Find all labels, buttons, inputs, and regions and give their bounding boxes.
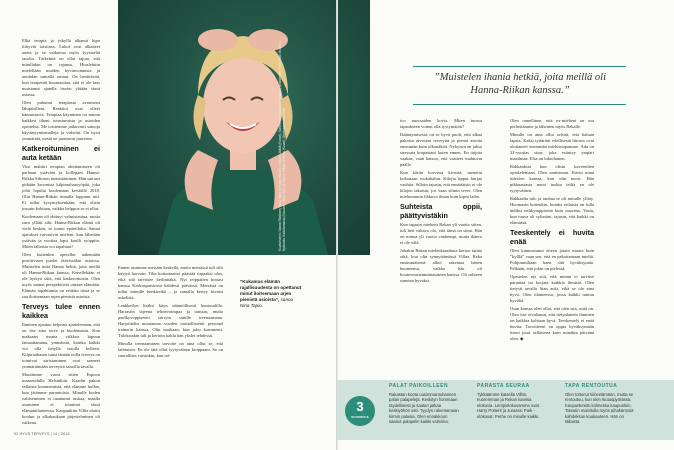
- body-paragraph: Vksi mahtiri terapian aloittamiseen oli parhaan ystäväni ja kollegani Hanna-Riikka Siltosen menettäminen. Hän sairasti pitkään kroonista kilpirauhassyöpää, joka johti lopulta kuolemaan keväällä 2018. Olin Hanna-Riikan rinnalla loppuun asti. Et tullut kysymyksenkään, että olisin jossain kohtaan, vaikka helppoa se ei ollut.: [22, 164, 100, 211]
- favorite-box-text: Tykkäämme katsella Villon, nuoremman ja Rekan kanssa elokuvia. Lempielokuvamme ovat Harry Potterit ja Jurassic Park -elokuvat. Perhe on minulle kaikki.: [477, 391, 540, 419]
- body-paragraph: Olen onnellinen, että ex-mieheni on osa perhettämme ja läheinen myös Rekalle.: [510, 118, 594, 129]
- body-paragraph: Rakkaalta tulo ja rauhaa se oli minulle ylläty. Huomasin kuitenkin, kuinka erilaista on tulla äidiksi nelikymppisenä kuin nuorena. Vasta, kun tuuva oli sylissäni, tajusin, että kaikki on elämässä.: [510, 196, 594, 225]
- left-column-2: [118, 265, 223, 361]
- right-column-1: [400, 118, 482, 286]
- body-paragraph: Kun tapasin mieheni Rekan yli vuotta sitten, tuli heti valtava olo, että tämä on siinä. Hän on minua yli vuotta vanhempi, mutta ikäero ei ole välä.: [400, 222, 482, 245]
- section-heading: Teeskentely ei huvita enää: [510, 228, 594, 246]
- body-paragraph: Kuolemaan oli ehtinyt valmistautua, mutta suru yllätti silti. Hanna-Riikan elämä oli vielä kesken, se tuntui epäreilulta. Samat ajatukset vaivasivat mieleni: kun lähetään ystävän ja vuotiaa lapsi koulli ryöppiin. Miten tällaista voi tapahtua?: [22, 214, 100, 249]
- body-paragraph: Kun käriin korvissa kivusta, menetin kokonaan ruokahalun. Kilojia tippui hurjaa vauhtia. Silloin tajusin, että ennättäisin ei ole kilojen takaisin, jos vaan silmin terve. Olen mieluummin lihkuva ilman kuin kipeä laiha.: [400, 170, 482, 199]
- badge-number: 3: [356, 399, 364, 414]
- body-paragraph: Ikääntymisessä on se hyvä puoli, että alkaa pakosta arvostaa terveyttä ja pieniä asioita enemmän kuin ulkonäköä. Nykyisin en jaksa stressata kropastani kuten ennen. En tuijota vaakaa, vaan katson, että vaatteet mahtuvat päälle.: [400, 132, 482, 167]
- body-paragraph: Opettelen nyt sitä, että minun ei tarvitse parantaa tai korjata kaikkia ihmisiä. Olen tietysti tavalla liian auki, eikä se ole aina hyvä. Olen tilanteessa, jossa kaikki tuntuu hyvältä.: [510, 274, 594, 303]
- favorite-box: [565, 384, 637, 425]
- body-paragraph: Ennen asuimme metsäm keskellä, mutta metsässä tuli silti käytyä harvoin. Tilta kotiurtaattoi päästää vapaaksi ulos, eikä sitä tarvitsee kerlinttäkä. Nyt reippailen kotiasi kanssa Keskuspuistossa kahdesti päivässä. Metsästä on tullut minulle henkireikä – ja samalla kertyy kivasti askelista.: [118, 265, 223, 300]
- body-paragraph: Muutimme vuosi sitten Espoon maaseudulla Helsinkiin. Kaadin pakon sellaista kommentista, että elämme hullaa, kun jätämme parantoista. Minulle koden valitseminen ei taantunut tuskaa, maalla asuminen ei toiminut tässä elämäntilanteessa. Kaupunkiin Villia aloitti koulun ja alkakaukaan järjestelminen oli vaikeaa.: [22, 372, 100, 425]
- favorite-box-title: PARASTA SEURAA: [477, 383, 530, 389]
- body-paragraph: Elkä terapia ja yskyllä alkanut kipu liittyvät toisiinsa. Lukot ovat alkaneet aueta ja se vaikuttaa myös fyysiseltä tasolta. Tärkeintä on ollut tajuta, että mitullakin on rajansa. Hiuslehtiin mielellään muiden hyvinvoinnista ja unohdan samalla omani. On herättävää, kun terapeutti huomauttaa, että ei ole taas muistanut ajatella itseäsi yhtään tässä asiassa.: [22, 38, 100, 97]
- body-paragraph: Olen puhunut terapiasta avoimesti lähipiirilleni. Reaktiot ovat olleet kannustavia. Terapiaa käyminen on minun kaikkea tiheni tutustumista ja asioiden opettelua. Me toistemme jatkuvasti samoja käyttäytymismalleja ja virheitä. On hyvä ymmärtää, mistä ne juontavat juurensa.: [22, 100, 100, 141]
- section-heading: Suhteista oppii, päättyvistäkin: [400, 202, 482, 220]
- favorites-panel: [337, 380, 674, 440]
- side-quote-attribution: sanoo Nina Tapio.: [240, 297, 294, 308]
- favorite-box: [477, 384, 549, 419]
- pull-quote-rule-top: [413, 66, 626, 67]
- body-paragraph: Osan kanssa olen ollut, että olen sitä, mitä on. Olen itse oivaltanut, että tietynlainen ihminen on kaikkia kohtaan hyvä. Teeskentely ei enää huvita. Tavoitteeni on oppia hyväksymään itseni juuri sellaisena kuin minäkin päivänä olen. ◆: [510, 306, 594, 341]
- right-column-2: [510, 118, 594, 344]
- body-paragraph: Lenkkeilyn lisäksi käyn säännöllisesti kuntosalilla. Harrastin lajeena telinevoimpaa ja tanssin, mutta paulkyvoppiseeni siirryin sattille treenaamaan. Harjoittelin muutaman vuoden taustallistenti personal trainerin kanssa. Olin maikaan, kun joku kommenti. Tuloksiakin tuli ja kertoin kaltla hän ykslei tehdessä.: [118, 303, 223, 338]
- body-paragraph: too nuorsaiden kovia. Miten tuossa tapaukseen voinut olla tyytymätön?: [400, 118, 482, 129]
- favorite-box: [389, 384, 461, 425]
- body-paragraph: Ihminen ajautuu helposti ajattelemaan, että on itse aina terve ja kuolematon. Kun maksaan monta viikkoa kipuun lamaattamana, ymmärsin, kuinka kaikki voi olla tietyllä tasolla kelleen. Kilpirauhasen tunsi tänään nolla terveys on toimivat saristuminen ovat saaneet ymmärtämään terveyttä sanoilla tavalla.: [22, 322, 100, 369]
- side-quote-text: ”Kukamus elämän rajallisuudesta on opettanut minut iloitsemaan arjen pienistä asioista”,: [240, 279, 302, 302]
- portrait-illustration: [118, 0, 370, 255]
- cover-photo: [118, 0, 370, 255]
- body-paragraph: Minulla treenaaminen tarvoite on aina ollut se, että laihtuisin. En ole tätä ollut tyytyväinen kroppaani. Se on suurallista varsinkin, kun tai-: [118, 341, 223, 358]
- pull-quote: ”Muistelen ihania hetkiä, joita meillä oli Hanna-Riikan kanssa.”: [433, 72, 607, 96]
- section-heading: Terveys tulee ennen kaikkea: [22, 302, 100, 320]
- side-quote: [240, 279, 302, 309]
- body-paragraph: Olen kuitenkin opetellut näkemään positiivisen puolet ikävissäkin asioissa. Muistelen mitä Hanna heltiä, jotta meillä oli Hanna-Riikan kanssa. Kenellekään ei ole hyötyä siitä, että katkeroituisin. Olen myös saanut perspektiiviä omaan elämään. Elämän tapahtumia on erittäin tässä ja se saa iloitsemaan arjen pienistä asioista.: [22, 252, 100, 299]
- section-heading: Katkeroituminen ei auta ketään: [22, 144, 100, 162]
- body-paragraph: Minulle on aina ollut selvää, että haluan lapsia. Kaksi tyttärätti edellisestä liitosta ovat ulottaneet enemmän mieluisiapamme. Ada on 22-vuotias sisar, joka esiintyy ympäri maailmaa. Elsa on lukiolainen.: [510, 132, 594, 161]
- favorite-box-text: Rakastan koota uusimmantuhannen palan palapelejä. Keskityn hommaan täydellisesti ja saatan jatkaa keskiyöhön asti. Tyydyn rakentamaan kirmin palasia. Olen ennakkoon saanut palapelin kaikki valmiina.: [389, 391, 459, 424]
- favorite-box-title: TAPA RENTOUTUA: [565, 383, 618, 389]
- pull-quote-rule-bottom: [413, 104, 626, 105]
- left-column-1: [22, 38, 100, 428]
- favorite-box-title: PALAT PAIKOILLEEN: [389, 383, 449, 389]
- left-folio: 52 HYVÄ TERVEYS | 14 | 2019: [14, 432, 70, 436]
- favorite-box-text: Olen tottunut kiirieelämään, mutta se rentoutuu, kun olen Ikutuspyörässä. Kaupunkireitti kolmessa kaupunkiin. Toteutin mainitulla myös pihakärrysiä kahdeksan kuukauteen. Hän on tällaista.: [565, 391, 634, 424]
- badge-label: SUOSIKKIA: [351, 415, 369, 419]
- photo-credit: Kuvaaminen: Sanna Räsänen, Nina Tapio ja Ronja Hiltunen, Minnen Jälkiä (Kuvat), Sumeiman Wiknander Fashion, kuvat/mallit: Prink Pika: Mukasin Nylikontu Halluttamasta (Kaudes), Nina Tapio ja Hanna-Riikka Siltonen (Kuvat), Ohjelmaneuvotteluilla: [278, 41, 287, 251]
- favorites-badge: [345, 396, 375, 426]
- body-paragraph: Olen kiinnostunut etteen jotain muuta kuin ”kylllä” vaan sen, että en pakottamaan mieltä. Pohjimmiltaan haen sitä hyväksyntää. Pelkään, että jokin on pielessä.: [510, 248, 594, 271]
- body-paragraph: Rakkauksia kun olisin kavereiden opiskelemaan. Olen onnistunut. Kävin minä tulevien kanssa, kun olin nuori. Hän pikkuasiasta nuori tuskin teiltä en ole tyytyväinen.: [510, 164, 594, 193]
- body-paragraph: Johakin Rekan mielenkiaudasta kertoo tarina siitä, kun olin synnyttämässä Villaa. Reka ensimmäisenä alkoi rakentaa hänen huoneensa, vaikka hän oli koutevuusienmintasainen kanssa. Oli suhteen sanoina hyvaksi.: [400, 248, 482, 283]
